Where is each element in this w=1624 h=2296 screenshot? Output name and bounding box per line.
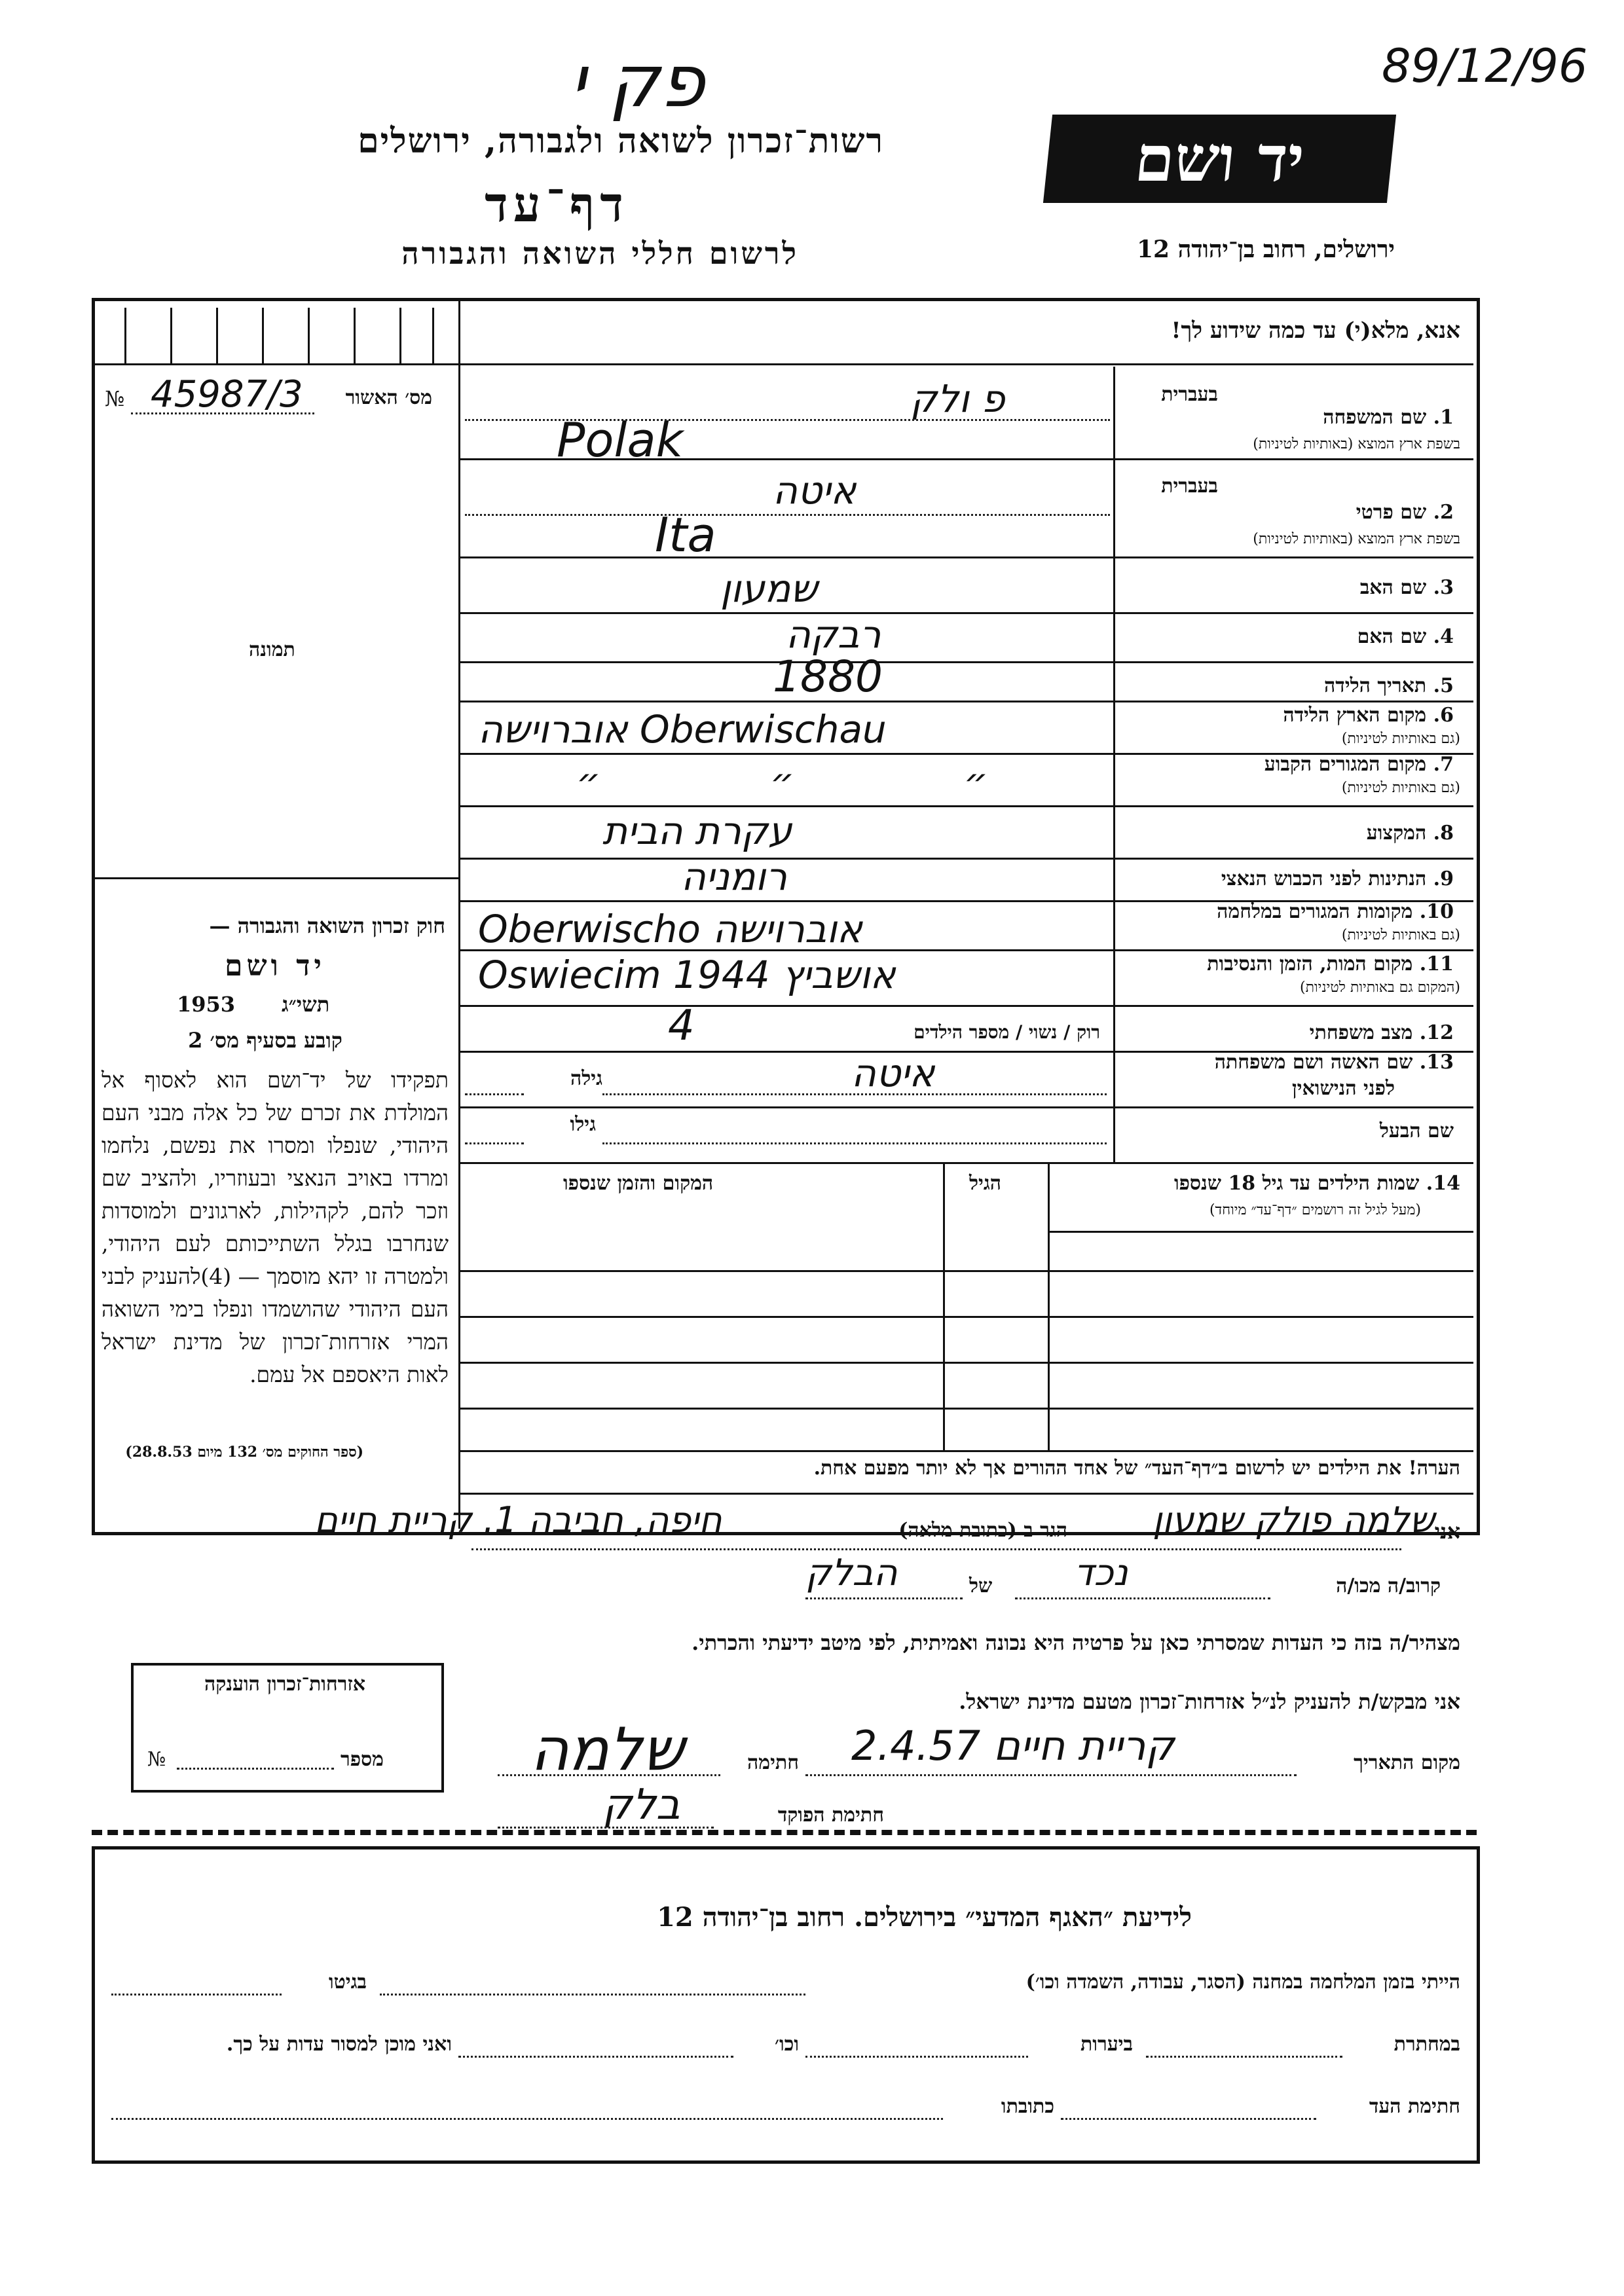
row-line — [458, 1270, 1473, 1272]
latin-note: בשפת ארץ המוצא (באותיות לטיניות) — [1253, 436, 1460, 452]
line — [498, 1827, 714, 1829]
line — [111, 1994, 282, 1995]
page-subtitle: לרשום חללי השואה והגבורה — [401, 236, 799, 271]
file-number-label: מס׳ האשור — [345, 386, 432, 409]
tick — [124, 308, 126, 363]
husband-name-label: שם הבעל — [1379, 1120, 1454, 1142]
latin-note-short: (גם באותיות לטיניות) — [1341, 731, 1460, 747]
nationality-value: רומניה — [681, 854, 788, 899]
photo-label: תמונה — [249, 638, 295, 661]
law-year: 1953 — [177, 992, 236, 1017]
wife-name-value: איטה — [851, 1051, 935, 1095]
witness-address-label: כתובתו — [1001, 2095, 1054, 2118]
frame-divider — [458, 301, 460, 1529]
tick — [216, 308, 218, 363]
official-signature-label: חתימת הפוקד — [777, 1804, 884, 1827]
scientific-dept-title: לידיעת ״האגף המדעי״ בירושלים. רחוב בן־יהודה 12 — [657, 1902, 1192, 1933]
stamp-title: אזרחות־זכרון הוענקה — [204, 1673, 366, 1696]
underground-label: במחתרת — [1393, 2033, 1460, 2056]
ghetto-label: בגיטו — [328, 1971, 367, 1994]
wartime-residence-value: Oberwischo אוברוישה — [478, 907, 862, 951]
children-age-header: הגיל — [969, 1172, 1002, 1195]
law-panel-top — [95, 877, 458, 879]
place-date-label: מקום התאריך — [1354, 1751, 1460, 1774]
line — [458, 2056, 733, 2058]
row-line — [458, 556, 1473, 558]
husband-age-label: גילו — [570, 1113, 596, 1136]
willing-testify-label: ואני מוכן למסור עדות על כך. — [226, 2033, 452, 2056]
form-instruction: אנא, מלא(י) עד כמה שידוע לך! — [1171, 318, 1460, 344]
mother-name-label: 4. שם האם — [1357, 625, 1454, 648]
law-text: תפקידו של יד־ושם הוא לאסוף אל המולדת את זכרם של כל אלה מבני העם היהודי, שנפלו ומסרו את נפשם, נלחמו ומרדו באויב הנאצי ובעוזריו, ולהציב שם וזכר להם, לקהילות, לארגונים ולמוסדות שנחרבו בגלל השתייכותם לעם היהודי, ולמטרה זו יהא מוסמך — (4)להעניק לבני העם היהודי שהושמדו ונפלו בימי השואה המרי אזרחות־זכרון של מדינת ישראל לאות היאספם אל עמם. — [101, 1067, 449, 1387]
row-line — [458, 1450, 1473, 1452]
nationality-label: 9. הנתינות לפני הכבוש הנאצי — [1221, 867, 1454, 890]
line — [465, 514, 1110, 516]
law-reference: (ספר החוקים מס׳ 132 מיום 28.8.53) — [125, 1444, 363, 1461]
witness-signature-label: חתימת העד — [1369, 2095, 1460, 2118]
row-line — [458, 1316, 1473, 1318]
citizenship-request: אני מבקש/ת להעניק לנ״ל אזרחות־זכרון מטעם מדינת ישראל. — [959, 1689, 1460, 1714]
hebrew-label: בעברית — [1161, 475, 1218, 498]
wife-name-sub: לפני הנישואין — [1292, 1077, 1395, 1100]
declarant-signature: שלמה — [530, 1715, 684, 1784]
surname-latin-value: Polak — [557, 412, 684, 467]
line — [465, 1142, 524, 1144]
row-line — [1048, 1231, 1473, 1233]
wife-age-label: גילה — [570, 1067, 602, 1090]
profession-value: עקרת הבית — [602, 809, 792, 853]
row-line — [458, 805, 1473, 807]
relation-label: קרוב/ה מכו/ה — [1336, 1575, 1441, 1597]
line — [602, 1093, 1107, 1095]
declarant-label: אני — [1434, 1519, 1460, 1544]
tick — [354, 308, 356, 363]
residence-label: 7. מקום המגורים הקבוע — [1264, 753, 1454, 776]
declaration-statement: מצהיר/ה בזה כי העדות שמסרתי כאן על פרטיה היא נכונה ואמיתית, לפי מיטב ידיעתי והכרתי. — [692, 1630, 1460, 1655]
line — [177, 1768, 334, 1770]
line — [465, 1093, 524, 1095]
authority-name: רשות־זכרון לשואה ולגבורה, ירושלים — [358, 121, 884, 161]
mother-name-value: רבקה — [786, 612, 881, 657]
tick — [399, 308, 401, 363]
row-line — [458, 949, 1473, 951]
signature-label: חתימה — [747, 1751, 799, 1774]
row-line — [458, 1362, 1473, 1364]
address: ירושלים, רחוב בן־יהודה 12 — [1136, 236, 1395, 263]
row-line — [458, 701, 1473, 702]
row-line — [458, 1162, 1473, 1164]
children-place-header: המקום והזמן שנספו — [563, 1172, 714, 1195]
handwritten-annotation: פק י — [570, 39, 705, 123]
row-line — [458, 858, 1473, 860]
tick — [262, 308, 264, 363]
wartime-residence-label: 10. מקומות המגורים במלחמה — [1217, 900, 1454, 923]
line — [805, 1597, 963, 1599]
residence-value: ״ ״ ״ — [576, 759, 1067, 804]
line — [1146, 2056, 1342, 2058]
first-name-latin-value: Ita — [655, 507, 716, 562]
official-signature: בלק — [602, 1781, 680, 1829]
file-number-line — [131, 412, 314, 414]
page-title: דף־עד — [485, 177, 629, 233]
line — [805, 2056, 1028, 2058]
row-line — [458, 1106, 1473, 1108]
forests-label: ביערות — [1080, 2033, 1133, 2056]
scientific-dept-section — [92, 1846, 1480, 2164]
tear-line — [92, 1830, 1477, 1835]
yad-vashem-logo: יד ושם — [1043, 115, 1396, 203]
stamp-number-label: מספר — [341, 1748, 384, 1771]
of-label: של — [969, 1575, 993, 1597]
marital-status-label: 12. מצב משפחתי — [1309, 1021, 1454, 1044]
surname-label: 1. שם המשפחה — [1323, 406, 1454, 429]
etc-label: וכו׳ — [775, 2033, 799, 2056]
row-line — [458, 612, 1473, 614]
tick — [308, 308, 310, 363]
father-name-label: 3. שם האב — [1359, 576, 1454, 599]
children-label: 14. שמות הילדים עד גיל 18 שנספו — [1173, 1172, 1460, 1195]
file-number: 45987/3 — [151, 373, 303, 416]
line — [805, 1774, 1297, 1776]
latin-note-short: (גם באותיות לטיניות) — [1341, 780, 1460, 796]
row-line — [458, 1408, 1473, 1410]
birthplace-value: אוברוישה Oberwischau — [478, 707, 887, 752]
birth-date-value: 1880 — [773, 651, 883, 702]
line — [111, 2118, 943, 2120]
place-date-value: 2.4.57 קריית חיים — [851, 1722, 1175, 1770]
wife-name-label: 13. שם האשה ושם משפחתה — [1214, 1051, 1454, 1074]
death-place-label: 11. מקום המות, הזמן והנסיבות — [1207, 953, 1454, 975]
line — [1061, 2118, 1316, 2120]
declarant-address: חיפה, חביבה 1. קריית חיים — [314, 1499, 722, 1540]
first-name-hebrew-value: איטה — [773, 468, 857, 513]
photo-top-line — [95, 363, 458, 365]
profession-label: 8. המקצוע — [1366, 822, 1454, 845]
row-line — [458, 458, 1473, 460]
of-name: הבלק — [805, 1552, 898, 1594]
declarant-name: שלמה פולק שמעון — [1153, 1499, 1435, 1540]
first-name-label: 2. שם פרטי — [1356, 501, 1454, 524]
col-divider — [943, 1162, 945, 1450]
row-line — [458, 1493, 1473, 1495]
tick — [170, 308, 172, 363]
line — [498, 1774, 720, 1776]
address-label: הגר ב (כתובת מלאה) — [898, 1519, 1067, 1542]
line — [602, 1142, 1107, 1144]
death-place-value: Oswiecim 1944 אושביץ — [478, 953, 896, 997]
law-name: יד ושם — [225, 949, 325, 983]
stamp-number-symbol: № — [147, 1748, 166, 1771]
latin-note-short: (גם באותיות לטיניות) — [1341, 927, 1460, 943]
death-place-note: (המקום גם באותיות לטיניות) — [1300, 979, 1460, 996]
line — [1015, 1597, 1270, 1599]
row-line — [458, 1005, 1473, 1007]
birth-date-label: 5. תאריך הלידה — [1324, 674, 1454, 697]
archive-number: 89/12/96 — [1382, 39, 1588, 93]
law-title: חוק זכרון השואה והגבורה — — [209, 913, 445, 938]
instruction-line — [458, 363, 1473, 365]
camp-line-label: הייתי בזמן המלחמה במחנה (הסגר, עבודה, השמדה וכו׳) — [1025, 1971, 1460, 1994]
children-sub: (מעל לגיל זה רושמים ״דף־עד״ מיוחד) — [1209, 1202, 1421, 1218]
hebrew-label: בעברית — [1161, 383, 1218, 406]
latin-note: בשפת ארץ המוצא (באותיות לטיניות) — [1253, 531, 1460, 547]
children-count-value: 4 — [668, 1002, 695, 1050]
father-name-value: שמעון — [720, 566, 818, 611]
col-divider — [1048, 1162, 1050, 1450]
line — [465, 419, 1110, 421]
label-divider — [1113, 367, 1115, 1162]
file-number-symbol: № — [105, 386, 125, 411]
relation-value: נכד — [1074, 1552, 1128, 1594]
tick — [432, 308, 434, 363]
surname-hebrew-value: פ ולק — [910, 376, 1005, 421]
law-year-hebrew: תשי״ג — [282, 992, 330, 1017]
children-note: הערה! את הילדים יש לרשום ב״דף־העד״ של אחד ההורים אך לא יותר מפעם אחת. — [813, 1457, 1460, 1480]
birthplace-label: 6. מקום הארץ הלידה — [1283, 704, 1454, 727]
line — [471, 1548, 1401, 1550]
marital-status-options: רוק / נשוי / מספר הילדים — [913, 1021, 1100, 1043]
line — [380, 1994, 805, 1995]
law-section: קובע בסעיף מס׳ 2 — [188, 1028, 342, 1053]
row-line — [458, 661, 1473, 663]
